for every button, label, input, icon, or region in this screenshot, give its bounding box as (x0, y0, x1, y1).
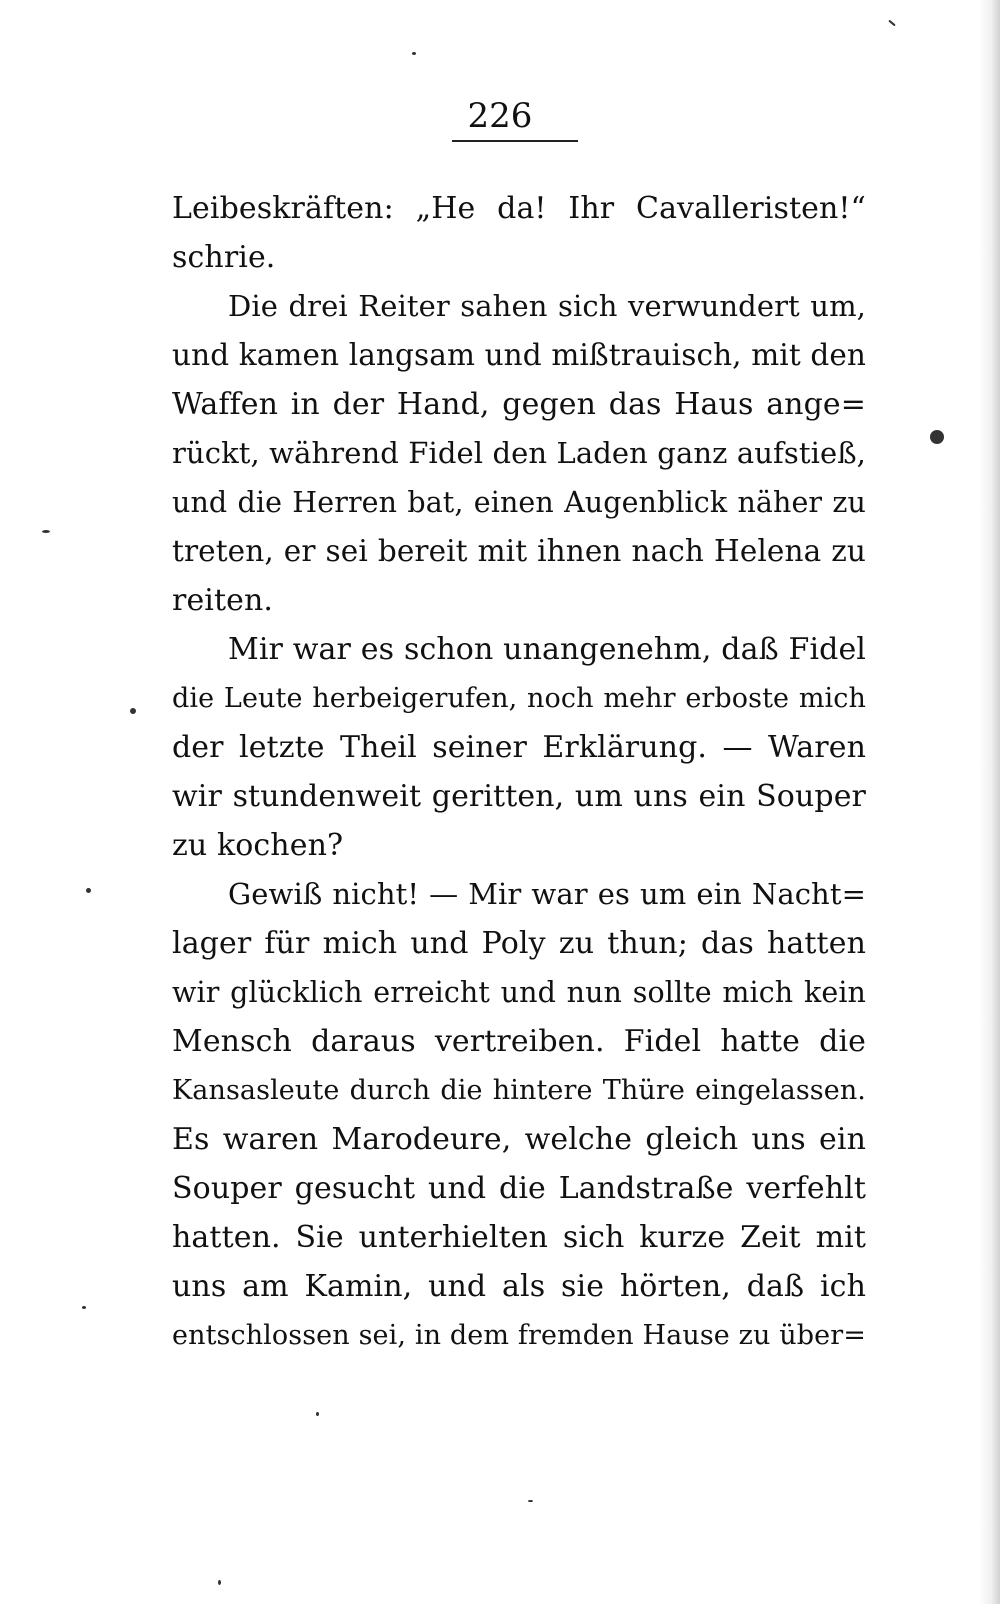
text-line: der letzte Theil seiner Erklärung. — Waren (172, 730, 866, 765)
text-line: reiten. (172, 583, 274, 618)
text-line: Mir war es schon unangenehm, daß Fidel (228, 632, 866, 667)
text-line: Waffen in der Hand, gegen das Haus ange= (172, 387, 866, 422)
scan-edge-shadow (978, 0, 1000, 1604)
text-line: wir stundenweit geritten, um uns ein Souper (172, 779, 866, 814)
text-line: rückt, während Fidel den Laden ganz aufstieß, (172, 436, 866, 470)
text-line: wir glücklich erreicht und nun sollte mich kein (172, 976, 866, 1009)
scan-speck (528, 1500, 533, 1502)
text-line: die Leute herbeigerufen, noch mehr erboste mich (172, 683, 866, 714)
text-line: entschlossen sei, in dem fremden Hause zu über= (172, 1320, 866, 1351)
page-number-rule (452, 140, 578, 142)
scan-speck (82, 1306, 86, 1309)
scan-speck (218, 1580, 221, 1585)
text-line: Die drei Reiter sahen sich verwundert um, (228, 289, 866, 323)
text-line: lager für mich und Poly zu thun; das hatten (172, 926, 866, 961)
scan-speck (130, 708, 136, 714)
text-line: Es waren Marodeure, welche gleich uns ein (172, 1122, 866, 1157)
scan-speck (930, 430, 944, 444)
text-line: hatten. Sie unterhielten sich kurze Zeit mit (172, 1220, 866, 1255)
text-line: Kansasleute durch die hintere Thüre eingelassen. (172, 1075, 866, 1106)
scan-speck (412, 52, 416, 55)
text-line: schrie. (172, 240, 276, 275)
scan-speck (316, 1412, 319, 1416)
page-number: 226 (467, 96, 533, 136)
scan-speck (888, 20, 895, 27)
text-line: Mensch daraus vertreiben. Fidel hatte die (172, 1024, 866, 1059)
text-line: treten, er sei bereit mit ihnen nach Helena zu (172, 534, 866, 568)
text-line: zu kochen? (172, 828, 344, 863)
text-line: und die Herren bat, einen Augenblick näher zu (172, 486, 866, 519)
text-line: und kamen langsam und mißtrauisch, mit den (172, 338, 866, 372)
scan-speck (42, 530, 50, 533)
scan-speck (86, 888, 91, 893)
text-line: uns am Kamin, und als sie hörten, daß ich (172, 1269, 866, 1304)
text-line: Gewiß nicht! — Mir war es um ein Nacht= (228, 877, 866, 911)
body-text (172, 184, 866, 1360)
text-line: Leibeskräften: „He da! Ihr Cavalleristen!“ (172, 191, 866, 226)
text-line: Souper gesucht und die Landstraße verfehlt (172, 1171, 866, 1206)
